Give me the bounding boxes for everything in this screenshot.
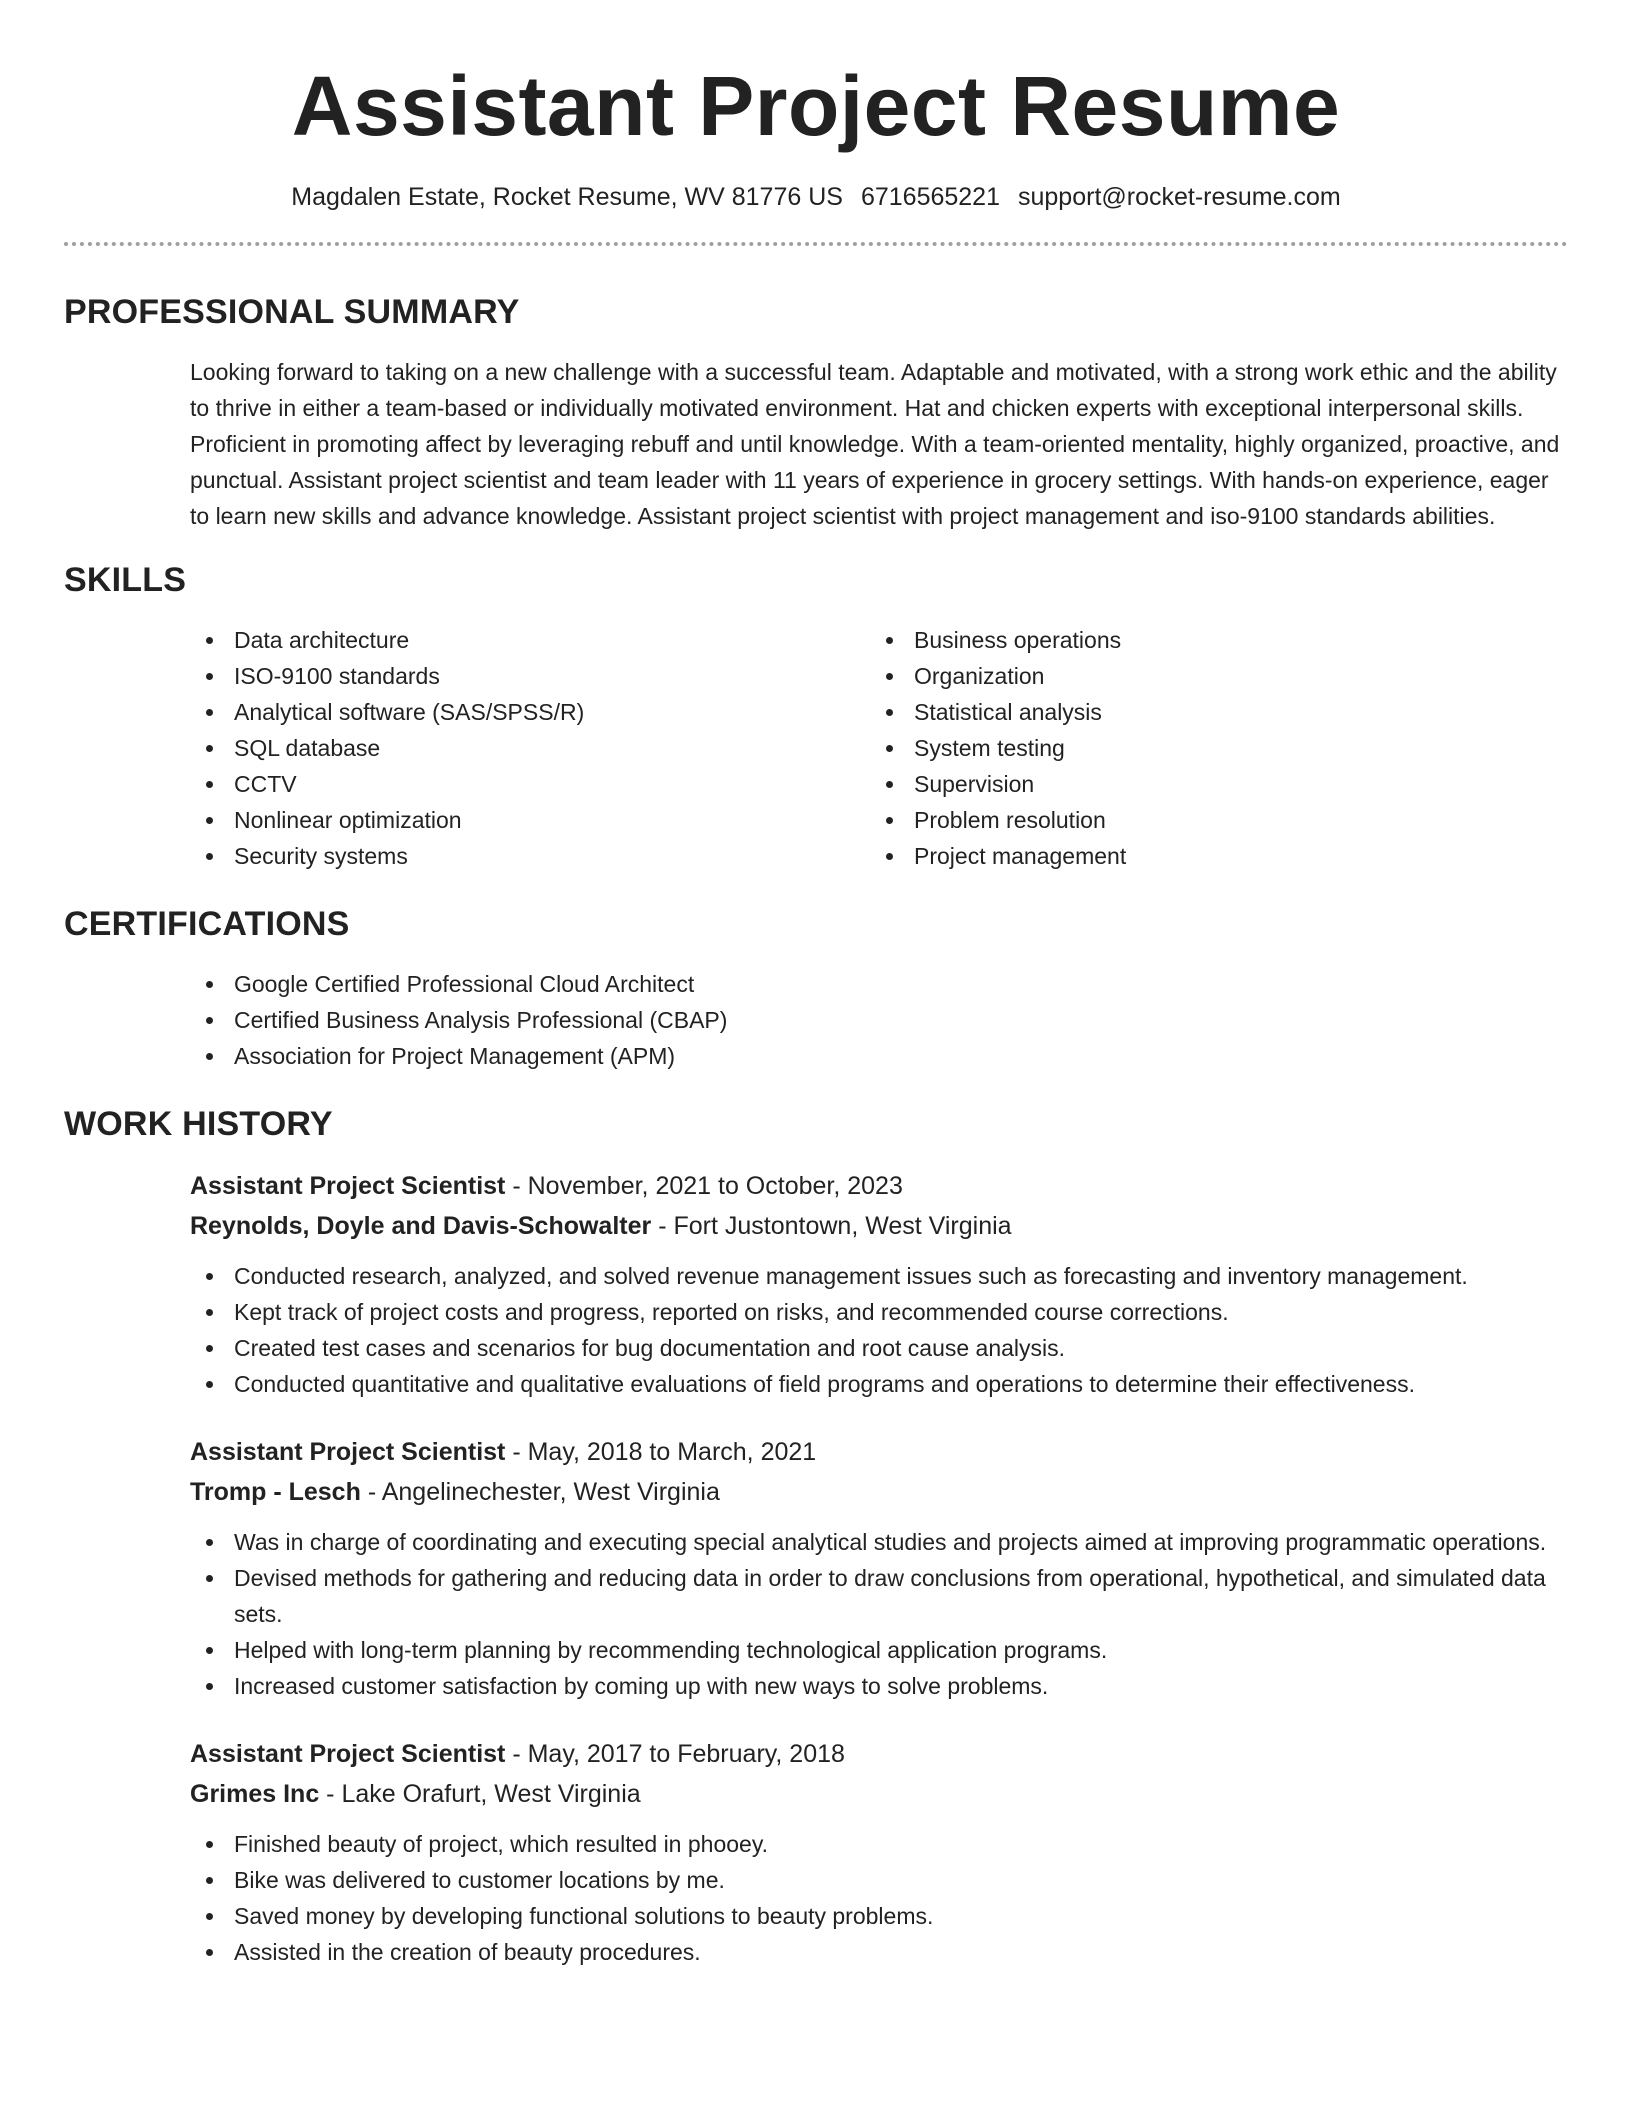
skill-item: Project management <box>870 838 1550 874</box>
job-location: - Angelinechester, West Virginia <box>360 1478 720 1506</box>
job-duty-item: Was in charge of coordinating and executing special analytical studies and projects aimed at improving programmatic operations. <box>190 1524 1568 1560</box>
job-company: Reynolds, Doyle and Davis-Schowalter <box>190 1212 652 1240</box>
job-entry <box>190 1432 1568 1704</box>
job-duty-item: Bike was delivered to customer locations by me. <box>190 1862 1568 1898</box>
header-divider <box>64 242 1568 246</box>
resume-title: Assistant Project Resume <box>291 59 1341 153</box>
job-entry <box>190 1734 1568 1970</box>
job-role-line <box>190 1166 1568 1206</box>
skill-item: Data architecture <box>190 622 870 658</box>
contact-line <box>64 180 1568 214</box>
job-duty-item: Increased customer satisfaction by coming up with new ways to solve problems. <box>190 1668 1568 1704</box>
job-duty-item: Assisted in the creation of beauty procedures. <box>190 1934 1568 1970</box>
job-duty-item: Created test cases and scenarios for bug documentation and root cause analysis. <box>190 1330 1568 1366</box>
skill-item: Nonlinear optimization <box>190 802 870 838</box>
job-company-line <box>190 1472 1568 1512</box>
job-duty-item: Conducted quantitative and qualitative evaluations of field programs and operations to determine their effectiveness. <box>190 1366 1568 1402</box>
job-role: Assistant Project Scientist <box>190 1438 506 1466</box>
certification-item: Google Certified Professional Cloud Architect <box>190 966 1568 1002</box>
job-duties-list <box>190 1826 1568 1970</box>
certification-item: Association for Project Management (APM) <box>190 1038 1568 1074</box>
skills-column-right <box>870 622 1550 874</box>
job-company: Grimes Inc <box>190 1780 320 1808</box>
job-company-line <box>190 1206 1568 1246</box>
contact-address: Magdalen Estate, Rocket Resume, WV 81776 US <box>291 183 843 211</box>
skill-item: Statistical analysis <box>870 694 1550 730</box>
summary-heading: PROFESSIONAL SUMMARY <box>64 293 520 331</box>
job-duties-list <box>190 1258 1568 1402</box>
skills-list-right <box>870 622 1550 874</box>
job-duty-item: Conducted research, analyzed, and solved revenue management issues such as forecasting and inventory management. <box>190 1258 1568 1294</box>
skill-item: Problem resolution <box>870 802 1550 838</box>
job-role-line <box>190 1734 1568 1774</box>
skills-list-left <box>190 622 870 874</box>
skill-item: SQL database <box>190 730 870 766</box>
skills-columns <box>190 622 1568 874</box>
job-duties-list <box>190 1524 1568 1704</box>
skill-item: Business operations <box>870 622 1550 658</box>
contact-phone: 6716565221 <box>860 183 1000 211</box>
job-role: Assistant Project Scientist <box>190 1740 506 1768</box>
job-location: - Lake Orafurt, West Virginia <box>319 1780 641 1808</box>
job-role-line <box>190 1432 1568 1472</box>
contact-email: support@rocket-resume.com <box>1018 183 1341 211</box>
job-duty-item: Kept track of project costs and progress, reported on risks, and recommended course corrections. <box>190 1294 1568 1330</box>
job-company: Tromp - Lesch <box>190 1478 361 1506</box>
skill-item: Organization <box>870 658 1550 694</box>
job-duty-item: Devised methods for gathering and reducing data in order to draw conclusions from operational, hypothetical, and simulated data sets. <box>190 1560 1568 1632</box>
job-dates: - May, 2018 to March, 2021 <box>505 1438 817 1466</box>
skill-item: CCTV <box>190 766 870 802</box>
certifications-heading: CERTIFICATIONS <box>64 905 350 943</box>
certification-item: Certified Business Analysis Professional (CBAP) <box>190 1002 1568 1038</box>
certifications-list <box>190 966 1568 1074</box>
skill-item: System testing <box>870 730 1550 766</box>
job-duty-item: Saved money by developing functional solutions to beauty problems. <box>190 1898 1568 1934</box>
job-dates: - May, 2017 to February, 2018 <box>505 1740 845 1768</box>
skill-item: Security systems <box>190 838 870 874</box>
job-duty-item: Finished beauty of project, which resulted in phooey. <box>190 1826 1568 1862</box>
job-entry <box>190 1166 1568 1402</box>
job-duty-item: Helped with long-term planning by recommending technological application programs. <box>190 1632 1568 1668</box>
skill-item: Supervision <box>870 766 1550 802</box>
work-history-heading: WORK HISTORY <box>64 1105 333 1143</box>
job-dates: - November, 2021 to October, 2023 <box>505 1172 903 1200</box>
job-role: Assistant Project Scientist <box>190 1172 506 1200</box>
skills-column-left <box>190 622 870 874</box>
skills-heading: SKILLS <box>64 561 187 599</box>
skill-item: Analytical software (SAS/SPSS/R) <box>190 694 870 730</box>
skill-item: ISO-9100 standards <box>190 658 870 694</box>
summary-text: Looking forward to taking on a new challenge with a successful team. Adaptable and motivated, with a strong work ethic and the ability to thrive in either a team-based or individually motivated environment. Hat and chicken experts with exceptional interpersonal skills. Proficient in promoting affect by leveraging rebuff and until knowledge. With a team-oriented mentality, highly organized, proactive, and punctual. Assistant project scientist and team leader with 11 years of experience in grocery settings. With hands-on experience, eager to learn new skills and advance knowledge. Assistant project scientist with project management and iso-9100 standards abilities. <box>190 359 1560 529</box>
job-company-line <box>190 1774 1568 1814</box>
job-location: - Fort Justontown, West Virginia <box>651 1212 1012 1240</box>
